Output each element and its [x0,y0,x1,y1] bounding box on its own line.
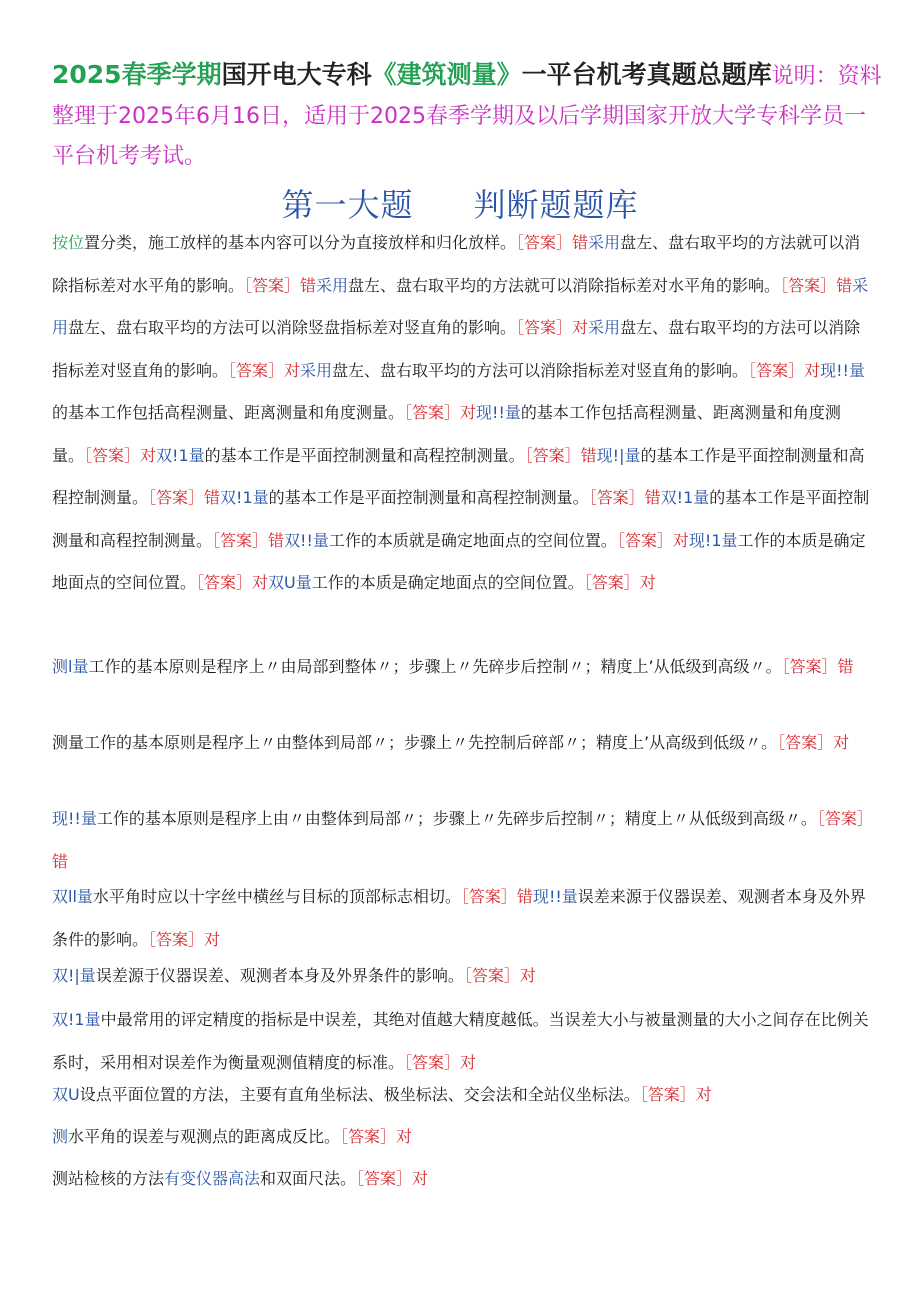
highlight-text: 采用 [316,275,349,295]
highlight-text: 现!1量 [688,530,738,550]
question-text: 水平角时应以十字丝中横丝与目标的顶部标志相切。 [92,887,461,906]
answer-label: ［答案］对 [228,360,301,380]
answer-label: ［答案］错 [524,445,597,465]
question-text: 的基本工作是平面控制测量和高程控制测量。 [52,488,870,550]
title-semester: 2025春季学期 [52,60,222,89]
question-paragraph [52,222,872,605]
question-text: 测量工作的基本原则是程序上〃由整体到局部〃；步骤上〃先控制后碎部〃；精度上’从高级到低级〃。 [52,733,778,752]
question-text: 水平角的误差与观测点的距离成反比。 [68,1127,341,1146]
answer-label: ［答案］对 [196,573,269,592]
highlight-text: 双!1量 [660,488,710,507]
question-text: 误差源于仪器误差、观测者本身及外界条件的影响。 [95,966,464,985]
question-text: 的基本工作是平面控制测量和高程控制测量。 [52,445,865,507]
question-text: 工作的基本原则是程序上〃由局部到整体〃；步骤上〃先碎步后控制〃；精度上’从低级到高级〃。 [88,657,782,676]
question-text: 工作的本质是确定地面点的空间位置。 [311,573,584,592]
answer-label: ［答案］对 [84,445,157,465]
highlight-text: 现!!量 [820,360,865,380]
highlight-text: 测l量 [52,657,89,676]
answer-label: ［答案］对 [748,360,821,380]
question-text: 的基本工作是平面控制测量和高程控制测量。 [204,445,525,465]
question-text: 误差来源于仪器误差、观测者本身及外界条件的影响。 [52,887,866,949]
title-school: 国开电大专科 [221,60,372,89]
answer-label: ［答案］错 [52,809,865,871]
question-text: 设点平面位置的方法，主要有直角坐标法、极坐标法、交会法和全站仪坐标法。 [79,1085,640,1104]
answer-label: ［答案］错 [244,275,317,295]
section-name: 判断题题库 [473,186,639,224]
question-text: 盘左、盘右取平均的方法可以消除指标差对竖直角的影响。 [52,318,861,380]
answer-label: ［答案］对 [639,1085,712,1104]
question-text: 工作的基本原则是程序上由〃由整体到局部〃；步骤上〃先碎步后控制〃；精度上〃从低级到高级〃。 [96,809,817,828]
document-title [52,56,882,176]
highlight-text: 双!1量 [52,1010,101,1029]
answer-label: ［答案］对 [583,573,656,592]
answer-label: ［答案］错 [516,233,589,252]
question-text: 盘左、盘右取平均的方法可以消除指标差对竖直角的影响。 [332,360,749,380]
highlight-text: 双ll量 [52,887,93,906]
question-paragraph [52,722,872,765]
answer-label: ［答案］错 [780,275,853,295]
question-text: 的基本工作包括高程测量、距离测量和角度测量。 [52,403,405,422]
question-text: 盘左、盘右取平均的方法就可以消除指标差对水平角的影响。 [52,233,861,295]
answer-label: ［答案］对 [616,530,689,550]
highlight-text: 现!!量 [52,809,97,828]
section-heading [0,180,920,226]
question-text: 盘左、盘右取平均的方法可以消除竖盘指标差对竖直角的影响。 [68,318,517,337]
highlight-text: 采用 [588,233,621,252]
title-course: 《建筑测量》 [371,60,522,89]
question-text: 的基本工作包括高程测量、距离测量和角度测量。 [52,403,841,465]
highlight-text: 现!!量 [476,403,521,422]
highlight-text: 双!!量 [284,530,329,550]
answer-label: ［答案］对 [340,1127,413,1146]
answer-label: ［答案］错 [781,657,854,676]
question-paragraph [52,1116,872,1159]
question-text: 工作的本质是确定地面点的空间位置。 [52,530,866,592]
title-bank: 一平台机考真题总题库 [521,60,772,89]
highlight-text: 采用 [588,318,621,337]
question-paragraph [52,798,872,883]
answer-label: ［答案］对 [404,1052,477,1072]
answer-label: ［答案］错 [460,887,533,906]
question-text: 盘左、盘右取平均的方法就可以消除指标差对水平角的影响。 [348,275,781,295]
highlight-text: 双U [52,1085,80,1104]
answer-label: ［答案］对 [404,403,477,422]
question-text: 中最常用的评定精度的指标是中误差，其绝对值越大精度越低。当误差大小与被量测量的大小之间存在比例关系时，采用相对误差作为衡量观测值精度的标准。 [52,1010,869,1072]
question-paragraph [52,955,872,998]
answer-label: ［答案］对 [148,929,221,949]
answer-label: ［答案］对 [356,1169,429,1188]
highlight-text: 测 [52,1127,69,1146]
question-text: 工作的本质就是确定地面点的空间位置。 [328,530,617,550]
question-text: 的基本工作是平面控制测量和高程控制测量。 [268,488,589,507]
answer-label: ［答案］对 [463,966,536,985]
question-paragraph [52,876,872,961]
answer-label: ［答案］错 [588,488,661,507]
highlight-text: 有变仪器高法 [164,1169,261,1188]
highlight-text: 双!|量 [52,966,96,985]
question-paragraph [52,1074,872,1117]
question-paragraph [52,1158,872,1201]
highlight-text: 采用 [52,275,869,337]
highlight-text: 按位 [52,233,85,252]
highlight-text: 双!1量 [220,488,269,507]
answer-label: ［答案］对 [777,733,850,752]
highlight-text: 双U量 [268,573,312,592]
title-note: 说明：资料整理于2025年6月16日，适用于2025春季学期及以后学期国家开放大学专科学员一平台机考考试。 [52,64,882,169]
question-paragraph [52,646,872,689]
question-text: 置分类，施工放样的基本内容可以分为直接放样和归化放样。 [84,233,517,252]
highlight-text: 双!1量 [156,445,205,465]
highlight-text: 现!|量 [596,445,641,465]
question-text: 测站检核的方法 [52,1169,165,1188]
answer-label: ［答案］错 [148,488,221,507]
question-paragraph [52,999,872,1084]
section-number: 第一大题 [281,186,414,224]
question-text: 和双面尺法。 [260,1169,357,1188]
answer-label: ［答案］错 [212,530,285,550]
highlight-text: 采用 [300,360,333,380]
highlight-text: 现!!量 [532,887,578,906]
answer-label: ［答案］对 [516,318,589,337]
